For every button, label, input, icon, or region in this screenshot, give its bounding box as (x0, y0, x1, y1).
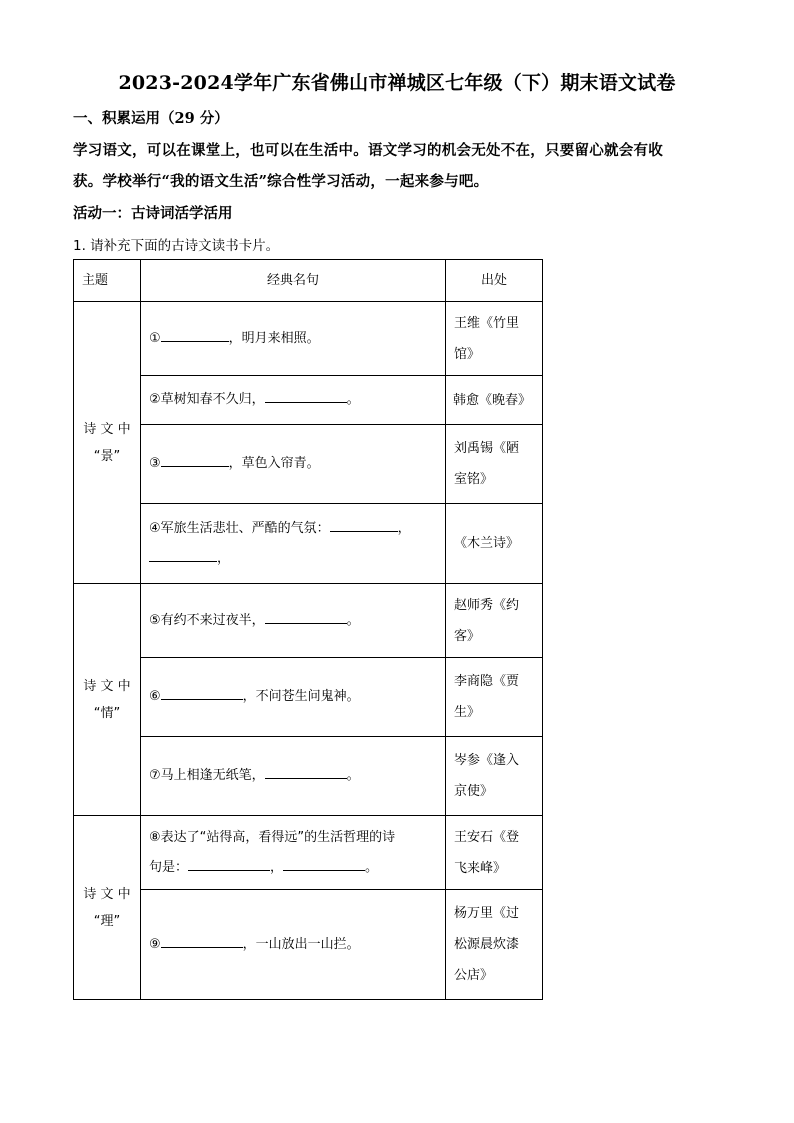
quote-cell: ⑦马上相逢无纸笔， 。 (141, 737, 446, 816)
header-quote: 经典名句 (141, 260, 446, 302)
table-row (74, 425, 543, 504)
answer-blank[interactable] (265, 609, 347, 624)
answer-blank[interactable] (161, 327, 229, 342)
table-row (74, 584, 543, 658)
source-cell: 刘禹锡《陋 室铭》 (446, 425, 543, 504)
quote-cell: ④军旅生活悲壮、严酷的气氛： ， ， (141, 504, 446, 584)
source-cell: 杨万里《过 松源晨炊漆 公店》 (446, 890, 543, 1000)
answer-blank[interactable] (283, 856, 365, 871)
theme-label: 诗 文 中 (83, 678, 131, 694)
source-cell: 王维《竹里 馆》 (446, 302, 543, 376)
quote-cell: ① ，明月来相照。 (141, 302, 446, 376)
activity-heading: 活动一：古诗词活学活用 (73, 205, 233, 222)
table-row (74, 376, 543, 425)
source-cell: 韩愈《晚春》 (446, 376, 543, 425)
table-header-row (74, 260, 543, 302)
source-cell: 赵师秀《约 客》 (446, 584, 543, 658)
section-heading: 一、积累运用（29 分） (73, 110, 229, 127)
quote-cell: ③ ，草色入帘青。 (141, 425, 446, 504)
source-cell: 岑参《逢入 京使》 (446, 737, 543, 816)
intro-line-2: 获。学校举行“我的语文生活”综合性学习活动，一起来参与吧。 (73, 173, 489, 190)
question-1: 1. 请补充下面的古诗文读书卡片。 (73, 238, 280, 254)
answer-blank[interactable] (149, 547, 217, 562)
answer-blank[interactable] (265, 388, 347, 403)
table-row (74, 816, 543, 890)
quote-cell: ②草树知春不久归， 。 (141, 376, 446, 425)
quote-cell: ⑥ ，不问苍生问鬼神。 (141, 658, 446, 737)
theme-cell-emotion (74, 584, 141, 816)
table-row (74, 302, 543, 376)
table-row (74, 890, 543, 1000)
quote-cell: ⑤有约不来过夜半， 。 (141, 584, 446, 658)
theme-label: 诗 文 中 (83, 421, 131, 437)
table-row (74, 737, 543, 816)
answer-blank[interactable] (188, 856, 270, 871)
table-row (74, 658, 543, 737)
answer-blank[interactable] (330, 517, 398, 532)
reading-card-table (73, 259, 543, 1000)
theme-label: “景” (93, 448, 121, 464)
source-cell: 李商隐《贾 生》 (446, 658, 543, 737)
quote-cell: ⑨ ，一山放出一山拦。 (141, 890, 446, 1000)
table-row (74, 504, 543, 584)
answer-blank[interactable] (161, 685, 243, 700)
answer-blank[interactable] (265, 764, 347, 779)
theme-label: “情” (93, 705, 121, 721)
header-theme: 主题 (74, 260, 141, 302)
intro-line-1: 学习语文，可以在课堂上，也可以在生活中。语文学习的机会无处不在，只要留心就会有收 (73, 142, 663, 159)
theme-cell-scene (74, 302, 141, 584)
answer-blank[interactable] (161, 452, 229, 467)
source-cell: 王安石《登 飞来峰》 (446, 816, 543, 890)
header-source: 出处 (446, 260, 543, 302)
theme-label: 诗 文 中 (83, 886, 131, 902)
page-title: 2023-2024学年广东省佛山市禅城区七年级（下）期末语文试卷 (118, 72, 676, 94)
theme-label: “理” (93, 913, 121, 929)
source-cell: 《木兰诗》 (446, 504, 543, 584)
quote-cell: ⑧表达了“站得高，看得远”的生活哲理的诗 句是： ， 。 (141, 816, 446, 890)
answer-blank[interactable] (161, 933, 243, 948)
theme-cell-reason (74, 816, 141, 1000)
